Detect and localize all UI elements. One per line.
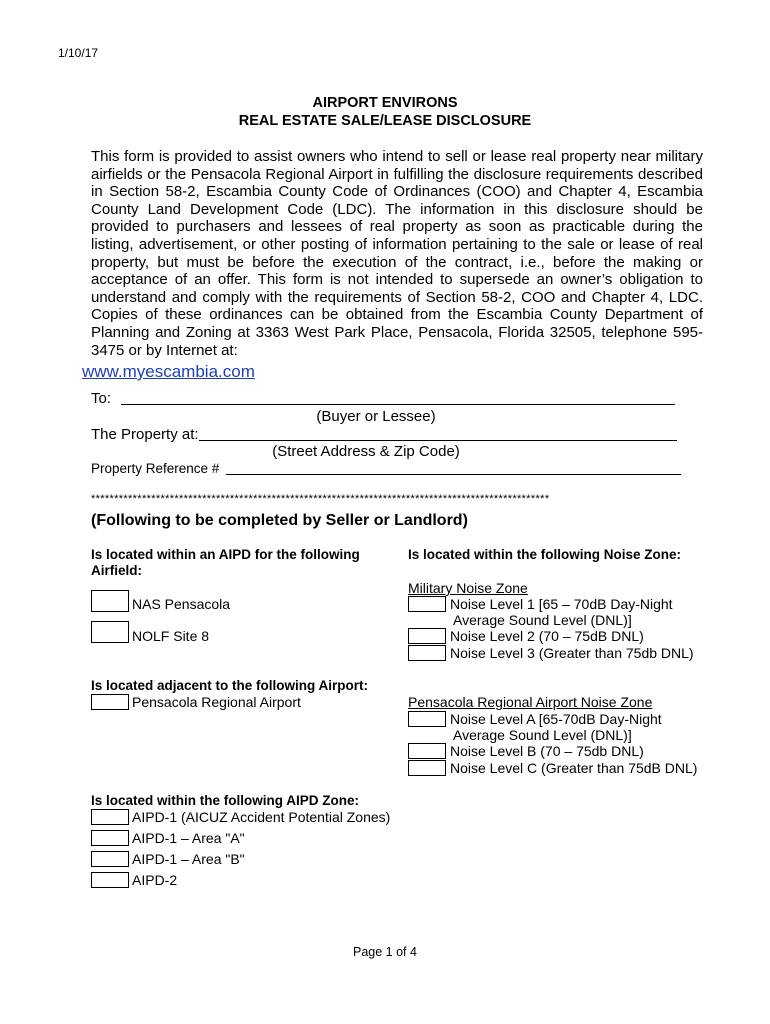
- aipd-1-aicuz-checkbox[interactable]: [91, 809, 129, 825]
- noise-level-a-checkbox[interactable]: [408, 711, 446, 727]
- noise-level-c-label: Noise Level C (Greater than 75dB DNL): [450, 760, 698, 776]
- noise-level-c-checkbox[interactable]: [408, 760, 446, 776]
- to-caption: (Buyer or Lessee): [316, 408, 436, 425]
- nolf-site-8-label: NOLF Site 8: [132, 628, 210, 644]
- form-title-line1: AIRPORT ENVIRONS: [312, 95, 458, 111]
- pensacola-regional-checkbox[interactable]: [91, 694, 129, 710]
- page-number: Page 1 of 4: [353, 945, 417, 959]
- adjacent-airport-heading: Is located adjacent to the following Airport:: [91, 678, 369, 693]
- reference-label: Property Reference #: [91, 461, 220, 476]
- aipd-airfield-heading-line2: Airfield:: [91, 563, 143, 578]
- aipd-1-area-a-checkbox[interactable]: [91, 830, 129, 846]
- noise-level-a-label: Noise Level A [65-70dB Day-Night: [450, 711, 662, 727]
- noise-level-1-label-cont: Average Sound Level (DNL)]: [453, 612, 632, 628]
- noise-level-2-checkbox[interactable]: [408, 628, 446, 644]
- property-field-line[interactable]: [199, 440, 677, 441]
- noise-level-b-label: Noise Level B (70 – 75db DNL): [450, 743, 644, 759]
- aipd-zone-heading: Is located within the following AIPD Zone:: [91, 793, 359, 808]
- separator: ***************************************************************************************************: [91, 493, 550, 505]
- noise-level-1-label: Noise Level 1 [65 – 70dB Day-Night: [450, 596, 673, 612]
- aipd-airfield-heading-line1: Is located within an AIPD for the following: [91, 547, 360, 562]
- aipd-2-label: AIPD-2: [132, 872, 178, 888]
- regional-noise-zone-title: Pensacola Regional Airport Noise Zone: [408, 694, 653, 710]
- noise-level-b-checkbox[interactable]: [408, 743, 446, 759]
- aipd-1-area-b-checkbox[interactable]: [91, 851, 129, 867]
- to-field-line[interactable]: [121, 404, 675, 405]
- aipd-1-aicuz-label: AIPD-1 (AICUZ Accident Potential Zones): [132, 809, 391, 825]
- website-link[interactable]: www.myescambia.com: [82, 362, 255, 381]
- property-caption: (Street Address & Zip Code): [272, 443, 460, 460]
- nas-pensacola-checkbox[interactable]: [91, 590, 129, 612]
- noise-level-3-label: Noise Level 3 (Greater than 75db DNL): [450, 645, 694, 661]
- aipd-2-checkbox[interactable]: [91, 872, 129, 888]
- to-label: To:: [91, 390, 112, 407]
- military-noise-zone-title: Military Noise Zone: [408, 580, 528, 596]
- noise-zone-heading: Is located within the following Noise Zone:: [408, 547, 682, 562]
- noise-level-a-label-cont: Average Sound Level (DNL)]: [453, 727, 632, 743]
- aipd-1-area-b-label: AIPD-1 – Area "B": [132, 851, 245, 867]
- noise-level-2-label: Noise Level 2 (70 – 75dB DNL): [450, 628, 644, 644]
- form-title-line2: REAL ESTATE SALE/LEASE DISCLOSURE: [238, 113, 532, 129]
- section-heading: (Following to be completed by Seller or Landlord): [91, 512, 468, 529]
- nolf-site-8-checkbox[interactable]: [91, 621, 129, 643]
- property-label: The Property at:: [91, 426, 199, 443]
- aipd-1-area-a-label: AIPD-1 – Area "A": [132, 830, 245, 846]
- form-date: 1/10/17: [58, 46, 99, 60]
- intro-paragraph: This form is provided to assist owners who intend to sell or lease real property near military airfields or the Pensacola Regional Airport in fulfilling the disclosure requirements described in Section 58-2, Escambia County Code of Ordinances (COO) and Chapter 4, Escambia County Land Development Code (LDC). The information in this disclosure should be provided to purchasers and lessees of real property as soon as practicable during the listing, advertisement, or other posting of information pertaining to the sale or lease of real property, but must be before the execution of the contract, i.e., before the making or acceptance of an offer. This form is not intended to supersede an owner’s obligation to understand and comply with the requirements of Section 58-2, COO and Chapter 4, LDC. Copies of these ordinances can be obtained from the Escambia County Department of Planning and Zoning at 3363 West Park Place, Pensacola, Florida 32505, telephone 595-3475 or by Internet at:: [91, 148, 703, 359]
- noise-level-3-checkbox[interactable]: [408, 645, 446, 661]
- reference-field-line[interactable]: [226, 474, 681, 475]
- pensacola-regional-label: Pensacola Regional Airport: [132, 694, 301, 710]
- nas-pensacola-label: NAS Pensacola: [132, 596, 231, 612]
- noise-level-1-checkbox[interactable]: [408, 596, 446, 612]
